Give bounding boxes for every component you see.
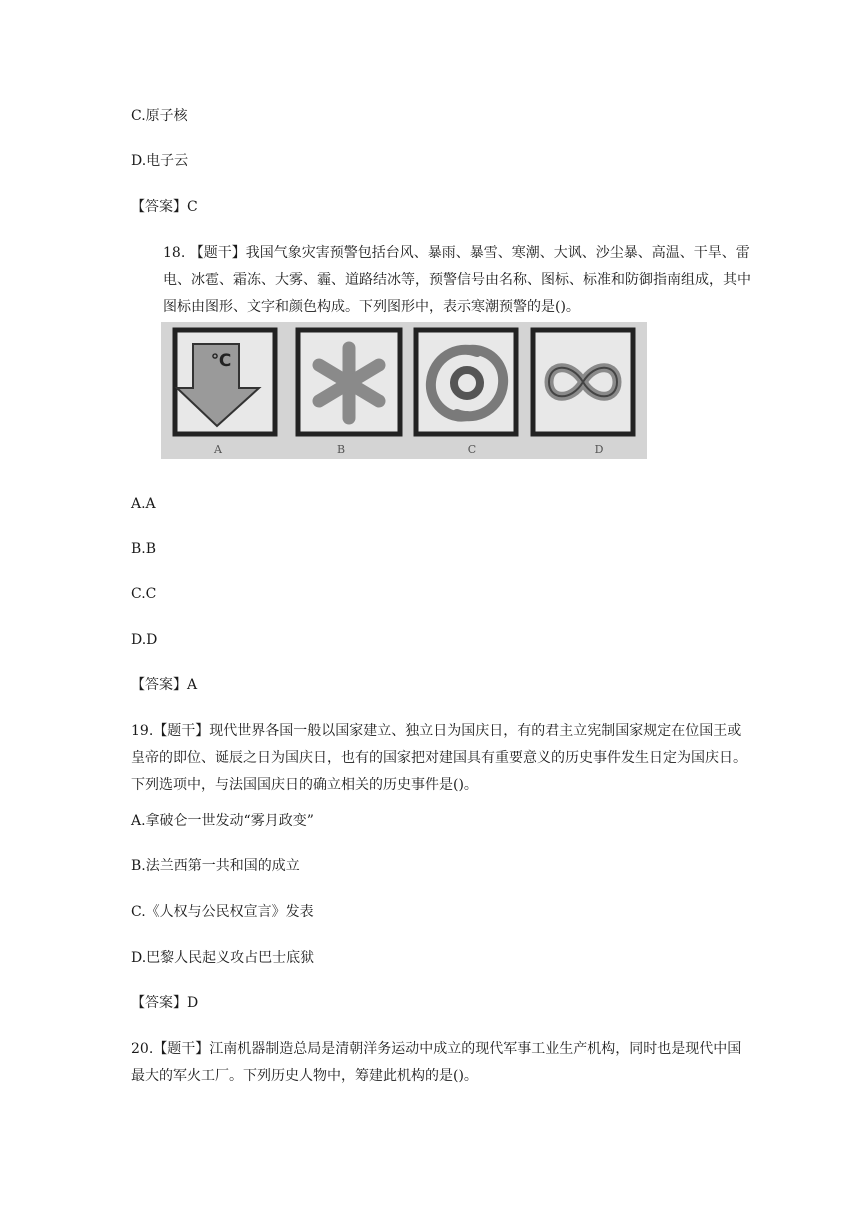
q18-answer: 【答案】A [131, 677, 198, 693]
cold-wave-arrow-icon [175, 330, 275, 434]
snowflake-icon [298, 330, 400, 434]
figure-label-b: B [336, 443, 346, 456]
q17-option-c: C.原子核 [131, 108, 188, 124]
q19-option-d: D.巴黎人民起义攻占巴士底狱 [131, 950, 315, 966]
icon-a-celsius-text: ℃ [210, 351, 232, 371]
q17-option-d: D.电子云 [131, 153, 189, 169]
q18-option-a: A.A [131, 496, 156, 512]
weather-warning-icons-figure [161, 322, 647, 459]
q18-stem: 18. 【题干】我国气象灾害预警包括台风、暴雨、暴雪、寒潮、大讽、沙尘暴、高温、干旱、雷电、冰雹、霜冻、大雾、霾、道路结冰等，预警信号由名称、图标、标准和防御指南组成，其中图标由图形、文字和颜色构成。下列图形中，表示寒潮预警的是()。 [163, 245, 751, 315]
q20-stem: 20.【题干】江南机器制造总局是清朝洋务运动中成立的现代军事工业生产机构，同时也是现代中国最大的军火工厂。下列历史人物中，筹建此机构的是()。 [131, 1041, 742, 1084]
q19-option-a: A.拿破仑一世发动“雾月政变” [131, 813, 314, 829]
figure-label-a: A [214, 443, 222, 456]
haze-icon [533, 330, 633, 434]
q19-stem: 19.【题干】现代世界各国一般以国家建立、独立日为国庆日，有的君主立宪制国家规定在位国王或皇帝的即位、诞辰之日为国庆日，也有的国家把对建国具有重要意义的历史事件发生日定为国庆日。下列选项中，与法国国庆日的确立相关的历史事件是()。 [131, 723, 747, 793]
q18-option-c: C.C [131, 586, 157, 602]
q19-option-c: C.《人权与公民权宣言》发表 [131, 904, 314, 920]
typhoon-icon [416, 330, 516, 434]
figure-label-d: D [594, 443, 604, 456]
q19-answer: 【答案】D [131, 995, 199, 1011]
q18-option-b: B.B [131, 541, 157, 557]
q19-option-b: B.法兰西第一共和国的成立 [131, 858, 300, 874]
figure-label-c: C [467, 443, 477, 456]
q17-answer: 【答案】C [131, 199, 198, 215]
q18-option-d: D.D [131, 632, 158, 648]
